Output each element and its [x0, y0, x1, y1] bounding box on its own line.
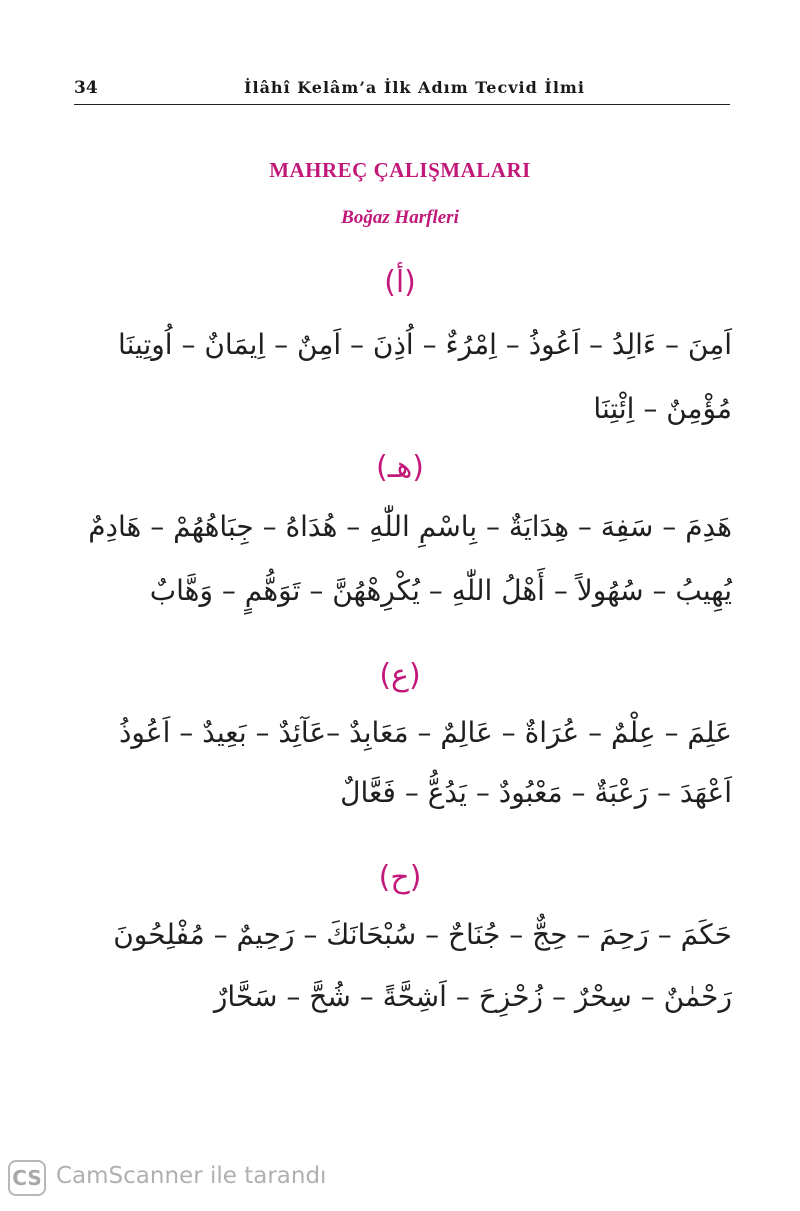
letter-heading-ha: (هـ) [375, 450, 425, 485]
arabic-line: اَعْهَدَ – رَعْبَةٌ – مَعْبُودٌ – يَدُعُّ – فَعَّالٌ [340, 776, 732, 809]
book-title: İlâhî Kelâm’a İlk Adım Tecvid İlmi [244, 78, 585, 97]
arabic-line: هَدِمَ – سَفِهَ – هِدَايَةٌ – بِاسْمِ اللّٰهِ – هُدَاهُ – جِبَاهُهُمْ – هَادِمٌ [88, 510, 732, 543]
camscanner-logo: CS [8, 1160, 46, 1196]
arabic-line: عَلِمَ – عِلْمٌ – عُرَاةٌ – عَالِمٌ – مَعَابِدٌ –عَآئِدٌ – بَعِيدٌ – اَعُوذُ [118, 716, 732, 749]
section-title: MAHREÇ ÇALIŞMALARI [269, 158, 531, 182]
arabic-line: حَكَمَ – رَحِمَ – حِجٌّ – جُنَاحٌ – سُبْحَانَكَ – رَحِيمٌ – مُفْلِحُونَ [113, 918, 732, 951]
arabic-line: رَحْمٰنٌ – سِحْرٌ – زُحْزِحَ – اَشِحَّةً – شُحَّ – سَحَّارٌ [213, 980, 732, 1013]
arabic-line: اَمِنَ – ءَالِدُ – اَعُوذُ – اِمْرُءٌ – اُذِنَ – اَمِنٌ – اِيمَانٌ – اُوتِينَا [118, 328, 732, 361]
arabic-line: يُهِيبُ – سُهُولاً – أَهْلُ اللّٰهِ – يُكْرِهْهُنَّ – تَوَهُّمٍ – وَهَّابٌ [149, 574, 732, 607]
letter-heading-hha: (ح) [378, 860, 422, 895]
section-subtitle: Boğaz Harfleri [341, 207, 459, 228]
page-header [74, 78, 730, 105]
letter-heading-ayn: (ع) [379, 658, 421, 693]
arabic-line: مُؤْمِنٌ – اِئْتِنَا [593, 392, 732, 425]
letter-heading-alif: (أ) [384, 265, 416, 300]
camscanner-text: CamScanner ile tarandı [56, 1163, 327, 1189]
page-number: 34 [74, 78, 98, 98]
